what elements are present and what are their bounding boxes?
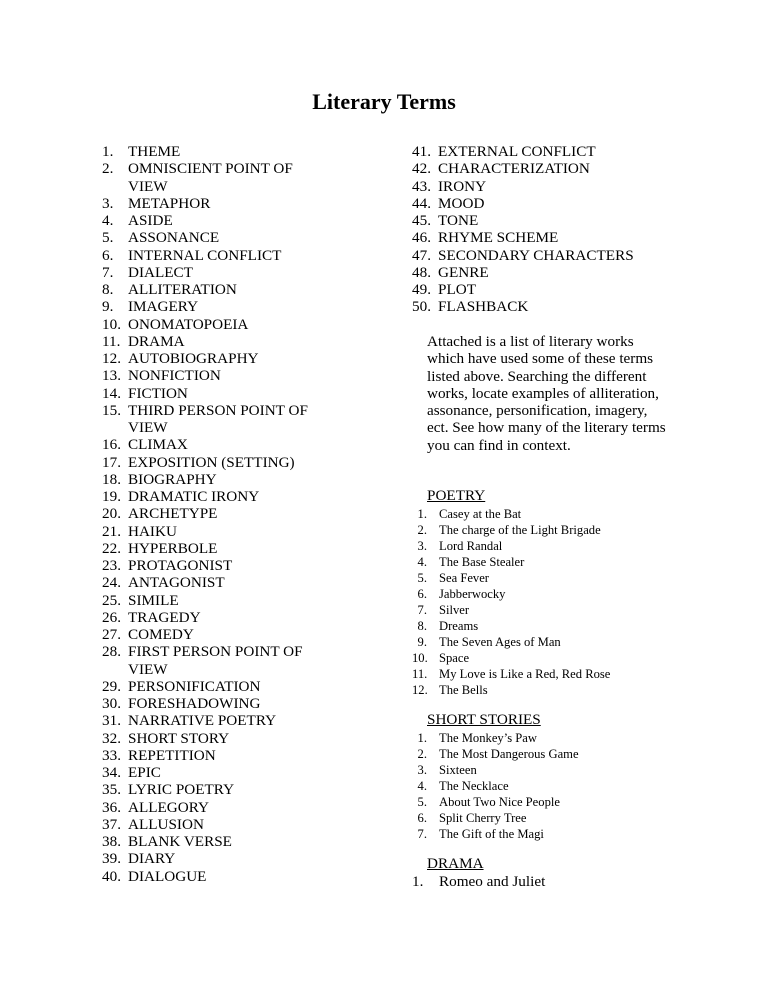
term-item: [102, 643, 342, 660]
short-stories-heading: SHORT STORIES: [427, 711, 541, 728]
short-story-item-text: The Monkey’s Paw: [439, 731, 537, 745]
term-item-number: 26.: [102, 608, 121, 626]
term-item: [102, 850, 342, 867]
term-item-text: IMAGERY: [128, 298, 199, 316]
term-item-text: FICTION: [128, 384, 188, 402]
term-item-number: 17.: [102, 453, 121, 471]
term-item-number: 27.: [102, 626, 121, 643]
term-item-number: 8.: [102, 281, 114, 298]
term-item-text: MOOD: [438, 194, 485, 212]
term-item-text: INTERNAL CONFLICT: [128, 246, 282, 264]
short-story-item: [412, 794, 579, 810]
poetry-item-text: The Base Stealer: [439, 555, 525, 569]
poetry-item-text: The Seven Ages of Man: [439, 635, 561, 649]
term-item: [102, 523, 342, 540]
term-item: [102, 195, 342, 212]
poetry-item: [412, 506, 610, 522]
term-item-text: DRAMA: [128, 332, 185, 350]
term-item-text: ASIDE: [128, 212, 173, 229]
term-item-number: 41.: [412, 143, 431, 160]
term-item-number: 47.: [412, 246, 431, 264]
term-item-text: BIOGRAPHY: [128, 470, 217, 488]
term-item-text: NARRATIVE POETRY: [128, 712, 277, 730]
term-item-number: 5.: [102, 229, 114, 247]
term-item: [412, 212, 662, 229]
term-item-number: 50.: [412, 298, 431, 316]
short-story-item: [412, 730, 579, 746]
term-item: [412, 143, 662, 160]
drama-item-number: 1.: [412, 873, 424, 890]
term-item-text: CHARACTERIZATION: [438, 160, 590, 178]
instructions-paragraph: Attached is a list of literary works which have used some of these terms listed above. Searching the different works, locate examples of alliteration, assonance, personification, imagery, ect. See how many of the literary terms you can find in context.: [427, 333, 666, 454]
term-item-text: ALLUSION: [128, 815, 204, 833]
term-item: [102, 695, 342, 712]
poetry-item: [412, 570, 610, 586]
term-item: [102, 712, 342, 729]
term-item-text: DIALOGUE: [128, 867, 207, 885]
term-item-text: PERSONIFICATION: [128, 677, 261, 695]
term-item-number: 7.: [102, 263, 114, 281]
term-item-text: FIRST PERSON POINT OF: [128, 643, 303, 661]
poetry-item-number: 2.: [417, 523, 427, 537]
term-item: [102, 540, 342, 557]
short-story-item-number: 2.: [417, 747, 427, 761]
term-item-number: 16.: [102, 436, 121, 454]
poetry-item-number: 7.: [417, 603, 427, 617]
term-item-text: EXTERNAL CONFLICT: [438, 143, 596, 160]
term-item: [102, 419, 342, 436]
term-item: [412, 160, 662, 177]
short-story-item-text: Sixteen: [439, 763, 477, 777]
term-item-text: CLIMAX: [128, 436, 188, 454]
terms-list-right: [412, 143, 662, 316]
term-item: [102, 367, 342, 384]
poetry-item-number: 4.: [417, 555, 427, 569]
term-item: [102, 229, 342, 246]
short-story-item-number: 3.: [417, 763, 427, 777]
term-item-text: ASSONANCE: [128, 229, 220, 247]
terms-list-left: [102, 143, 342, 885]
term-item: [102, 178, 342, 195]
term-item-text: THEME: [128, 143, 181, 160]
term-item-text: FLASHBACK: [438, 298, 529, 316]
term-item: [102, 298, 342, 315]
poetry-item: [412, 634, 610, 650]
short-story-item-number: 5.: [417, 795, 427, 809]
term-item-number: 38.: [102, 833, 121, 850]
short-story-item-number: 6.: [417, 811, 427, 825]
term-item-text: HYPERBOLE: [128, 539, 218, 557]
term-item-text: SIMILE: [128, 591, 179, 609]
short-story-item: [412, 826, 579, 842]
term-item: [102, 781, 342, 798]
term-item: [102, 143, 342, 160]
term-item-number: 15.: [102, 401, 121, 419]
term-item: [412, 195, 662, 212]
term-item-number: 32.: [102, 729, 121, 747]
term-item: [102, 350, 342, 367]
term-item: [102, 212, 342, 229]
term-item: [102, 592, 342, 609]
poetry-item-text: Casey at the Bat: [439, 507, 522, 521]
drama-item: [412, 873, 545, 891]
term-item: [102, 833, 342, 850]
term-item-number: 2.: [102, 160, 114, 178]
poetry-item-number: 10.: [412, 651, 428, 665]
short-story-item-text: Split Cherry Tree: [439, 811, 527, 825]
term-item-number: 1.: [102, 143, 114, 160]
term-item-number: 13.: [102, 367, 121, 385]
term-item-text: VIEW: [128, 419, 168, 436]
term-item: [102, 333, 342, 350]
drama-heading: DRAMA: [427, 855, 484, 872]
term-item: [102, 505, 342, 522]
short-story-item: [412, 810, 579, 826]
term-item-number: [102, 178, 128, 195]
short-story-item: [412, 778, 579, 794]
poetry-item: [412, 666, 610, 682]
term-item-number: 4.: [102, 212, 114, 229]
term-item-text: COMEDY: [128, 626, 194, 643]
short-story-item-text: The Most Dangerous Game: [439, 747, 579, 761]
term-item-number: 30.: [102, 695, 121, 712]
poetry-item-text: Sea Fever: [439, 571, 490, 585]
term-item: [412, 229, 662, 246]
term-item-text: DIARY: [128, 850, 176, 868]
poetry-item: [412, 650, 610, 666]
term-item: [102, 747, 342, 764]
poetry-item-text: Lord Randal: [439, 539, 503, 553]
term-item-number: 28.: [102, 643, 121, 661]
term-item: [412, 178, 662, 195]
term-item: [102, 316, 342, 333]
term-item: [102, 247, 342, 264]
term-item-text: THIRD PERSON POINT OF: [128, 401, 308, 419]
term-item-text: VIEW: [128, 177, 168, 195]
term-item: [412, 281, 662, 298]
term-item-number: 12.: [102, 350, 121, 367]
term-item-number: 31.: [102, 712, 121, 730]
poetry-item-number: 9.: [417, 635, 427, 649]
term-item: [102, 488, 342, 505]
term-item: [102, 454, 342, 471]
poetry-item: [412, 522, 610, 538]
term-item-text: NONFICTION: [128, 367, 221, 385]
poetry-item-text: The charge of the Light Brigade: [439, 523, 601, 537]
term-item: [412, 247, 662, 264]
term-item: [102, 868, 342, 885]
term-item: [102, 799, 342, 816]
short-story-item: [412, 762, 579, 778]
term-item-number: 43.: [412, 177, 431, 195]
term-item-number: 24.: [102, 574, 121, 592]
poetry-item: [412, 682, 610, 698]
poetry-item-text: Jabberwocky: [439, 587, 506, 601]
poetry-item-text: Dreams: [439, 619, 479, 633]
term-item-number: 46.: [412, 229, 431, 247]
term-item-text: SECONDARY CHARACTERS: [438, 246, 634, 264]
term-item-number: 48.: [412, 263, 431, 281]
page-title: Literary Terms: [312, 89, 456, 114]
term-item-number: 40.: [102, 867, 121, 885]
poetry-item-number: 8.: [417, 619, 427, 633]
term-item-number: 33.: [102, 746, 121, 764]
short-story-item-text: The Gift of the Magi: [439, 827, 544, 841]
term-item-number: 22.: [102, 539, 121, 557]
poetry-item-text: The Bells: [439, 683, 488, 697]
term-item-number: 49.: [412, 281, 431, 298]
term-item-text: ALLITERATION: [128, 281, 237, 298]
term-item: [102, 436, 342, 453]
term-item: [102, 764, 342, 781]
term-item-text: IRONY: [438, 177, 487, 195]
poetry-item: [412, 618, 610, 634]
term-item-number: 14.: [102, 384, 121, 402]
poetry-item-text: Silver: [439, 603, 470, 617]
term-item: [102, 730, 342, 747]
term-item-number: 39.: [102, 850, 121, 868]
term-item-number: 19.: [102, 488, 121, 505]
term-item-number: 3.: [102, 194, 114, 212]
short-stories-list: [412, 730, 579, 842]
poetry-item-text: Space: [439, 651, 470, 665]
term-item-text: METAPHOR: [128, 194, 211, 212]
short-story-item-number: 4.: [417, 779, 427, 793]
term-item-text: FORESHADOWING: [128, 695, 261, 712]
term-item-number: 11.: [102, 332, 121, 350]
term-item-text: DIALECT: [128, 263, 193, 281]
term-item-text: ANTAGONIST: [128, 574, 225, 592]
term-item-number: 44.: [412, 194, 431, 212]
term-item: [102, 264, 342, 281]
poetry-item: [412, 554, 610, 570]
term-item: [102, 678, 342, 695]
term-item-text: BLANK VERSE: [128, 833, 232, 850]
poetry-item: [412, 586, 610, 602]
term-item: [102, 574, 342, 591]
short-story-item-number: 1.: [417, 731, 427, 745]
drama-item-title: Romeo and Juliet: [439, 873, 546, 890]
short-story-item-text: The Necklace: [439, 779, 509, 793]
term-item-text: RHYME SCHEME: [438, 229, 559, 247]
poetry-item-number: 1.: [417, 507, 427, 521]
term-item-text: LYRIC POETRY: [128, 781, 235, 799]
term-item-number: 37.: [102, 815, 121, 833]
poetry-item-text: My Love is Like a Red, Red Rose: [439, 667, 611, 681]
term-item: [102, 557, 342, 574]
term-item-number: 35.: [102, 781, 121, 799]
term-item-text: ALLEGORY: [128, 798, 209, 816]
term-item-text: DRAMATIC IRONY: [128, 488, 260, 505]
term-item-text: EXPOSITION (SETTING): [128, 453, 295, 471]
term-item-number: [102, 661, 128, 678]
term-item-number: 42.: [412, 160, 431, 178]
short-story-item: [412, 746, 579, 762]
term-item-number: 6.: [102, 246, 114, 264]
term-item: [102, 661, 342, 678]
term-item-text: HAIKU: [128, 522, 177, 540]
poetry-item-number: 11.: [412, 667, 428, 681]
term-item-text: OMNISCIENT POINT OF: [128, 160, 293, 178]
term-item-number: 10.: [102, 315, 121, 333]
term-item: [102, 471, 342, 488]
term-item: [102, 816, 342, 833]
term-item: [102, 160, 342, 177]
term-item-number: 21.: [102, 522, 121, 540]
term-item: [102, 402, 342, 419]
poetry-list: [412, 506, 610, 698]
term-item-text: VIEW: [128, 660, 168, 678]
term-item-text: TRAGEDY: [128, 608, 201, 626]
term-item-number: 20.: [102, 505, 121, 523]
term-item-text: EPIC: [128, 764, 161, 781]
poetry-item: [412, 538, 610, 554]
term-item-text: ONOMATOPOEIA: [128, 315, 249, 333]
term-item-number: 18.: [102, 470, 121, 488]
term-item: [102, 385, 342, 402]
term-item-text: PLOT: [438, 281, 476, 298]
short-story-item-number: 7.: [417, 827, 427, 841]
term-item: [102, 626, 342, 643]
term-item-text: TONE: [438, 212, 479, 229]
poetry-item-number: 5.: [417, 571, 427, 585]
term-item-text: SHORT STORY: [128, 729, 230, 747]
term-item-text: AUTOBIOGRAPHY: [128, 350, 259, 367]
term-item: [412, 264, 662, 281]
term-item-text: PROTAGONIST: [128, 557, 233, 574]
poetry-item-number: 3.: [417, 539, 427, 553]
term-item: [102, 609, 342, 626]
term-item-text: ARCHETYPE: [128, 505, 218, 523]
short-story-item-text: About Two Nice People: [439, 795, 560, 809]
term-item-number: 9.: [102, 298, 114, 316]
term-item-text: REPETITION: [128, 746, 216, 764]
term-item-number: 45.: [412, 212, 431, 229]
poetry-heading: POETRY: [427, 487, 486, 504]
term-item: [102, 281, 342, 298]
term-item-number: 34.: [102, 764, 121, 781]
term-item-number: 23.: [102, 557, 121, 574]
term-item-number: 29.: [102, 677, 121, 695]
term-item-number: [102, 419, 128, 436]
term-item-number: 25.: [102, 591, 121, 609]
poetry-item-number: 12.: [412, 683, 428, 697]
poetry-item-number: 6.: [417, 587, 427, 601]
term-item-number: 36.: [102, 798, 121, 816]
term-item-text: GENRE: [438, 263, 489, 281]
term-item: [412, 298, 662, 315]
poetry-item: [412, 602, 610, 618]
